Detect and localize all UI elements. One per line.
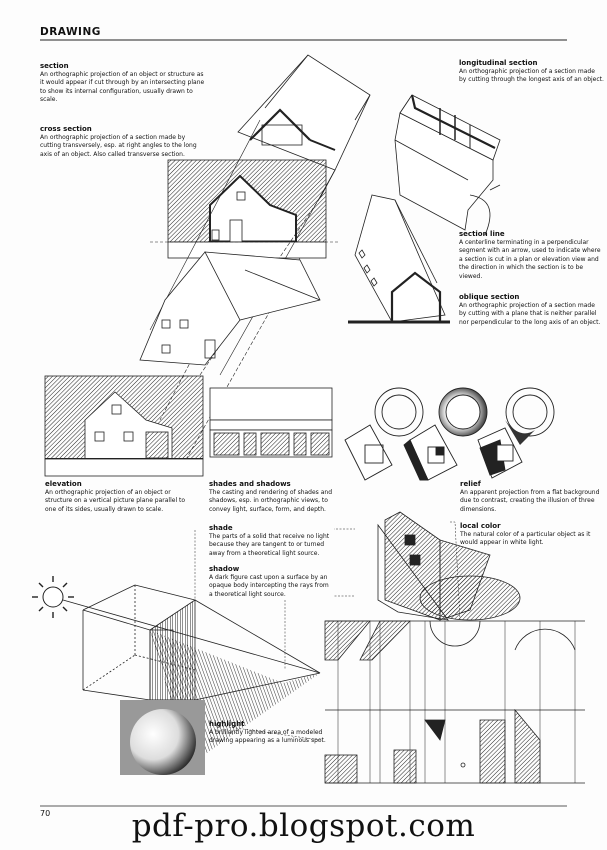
definition-section-line: A centerline terminating in a perpendicular segment with an arrow, used to indicate where a section is cut in a plan or elevation view and the direction in which the section is to be viewed. xyxy=(459,239,601,280)
definition-longitudinal-section: An orthographic projection of a section made by cutting through the longest axis of an object. xyxy=(459,68,604,84)
entry-shadow xyxy=(209,565,334,599)
elevation-illustration xyxy=(45,376,332,476)
term-section: section xyxy=(40,62,69,70)
house-isometric-middle xyxy=(140,252,320,365)
term-shades-and-shadows: shades and shadows xyxy=(209,480,291,488)
entry-section-line xyxy=(459,230,604,281)
term-shade: shade xyxy=(209,524,233,532)
entry-local-color xyxy=(460,522,605,548)
definition-shade: The parts of a solid that receive no light because they are tangent to or turned away from a theoretical light source. xyxy=(209,533,330,557)
term-oblique-section: oblique section xyxy=(459,293,520,301)
cross-section-illustration xyxy=(150,160,340,258)
term-longitudinal-section: longitudinal section xyxy=(459,59,538,67)
definition-shades-and-shadows: The casting and rendering of shades and shadows, esp. in orthographic views, to convey light, surface, form, and depth. xyxy=(209,489,332,513)
definition-oblique-section: An orthographic projection of a section made by cutting with a plane that is neither parallel nor perpendicular to the long axis of an object. xyxy=(459,302,601,326)
definition-local-color: The natural color of a particular object as it would appear in white light. xyxy=(460,531,591,547)
watermark-text: pdf-pro.blogspot.com xyxy=(131,808,476,844)
arch-shadow-illustration xyxy=(325,621,585,783)
entry-shade xyxy=(209,524,334,558)
definition-cross-section: An orthographic projection of a section made by cutting transversely, esp. at right angles to the long axis of an object. Also called transverse section. xyxy=(40,134,197,158)
definition-shadow: A dark figure cast upon a surface by an opaque body intercepting the rays from a theoretical light source. xyxy=(209,574,329,598)
entry-shades-and-shadows xyxy=(209,480,344,514)
entry-elevation xyxy=(45,480,190,514)
definition-highlight: A brilliantly lighted area of a modeled drawing appearing as a luminous spot. xyxy=(209,729,326,745)
section-header: DRAWING xyxy=(40,26,101,38)
term-highlight: highlight xyxy=(209,720,245,728)
definition-section: An orthographic projection of an object or structure as it would appear if cut through by an intersecting plane to show its internal configuration, usually drawn to scale. xyxy=(40,71,205,104)
term-relief: relief xyxy=(460,480,481,488)
entry-cross-section xyxy=(40,125,205,159)
definition-elevation: An orthographic projection of an object or structure on a vertical picture plane parallel to one of its sides, usually drawn to scale. xyxy=(45,489,186,513)
relief-illustration xyxy=(345,388,554,480)
term-section-line: section line xyxy=(459,230,505,238)
sun-icon xyxy=(32,576,74,618)
term-local-color: local color xyxy=(460,522,501,530)
entry-section xyxy=(40,62,205,105)
longitudinal-section-illustration xyxy=(395,95,500,235)
page-number: 70 xyxy=(40,809,51,818)
entry-relief xyxy=(460,480,605,514)
entry-longitudinal-section xyxy=(459,59,604,85)
definition-relief: An apparent projection from a flat background due to contrast, creating the illusion of three dimensions. xyxy=(460,489,600,513)
entry-highlight xyxy=(209,720,334,746)
term-cross-section: cross section xyxy=(40,125,92,133)
term-shadow: shadow xyxy=(209,565,240,573)
highlight-sphere-illustration xyxy=(120,700,205,775)
entry-oblique-section xyxy=(459,293,604,327)
term-elevation: elevation xyxy=(45,480,82,488)
